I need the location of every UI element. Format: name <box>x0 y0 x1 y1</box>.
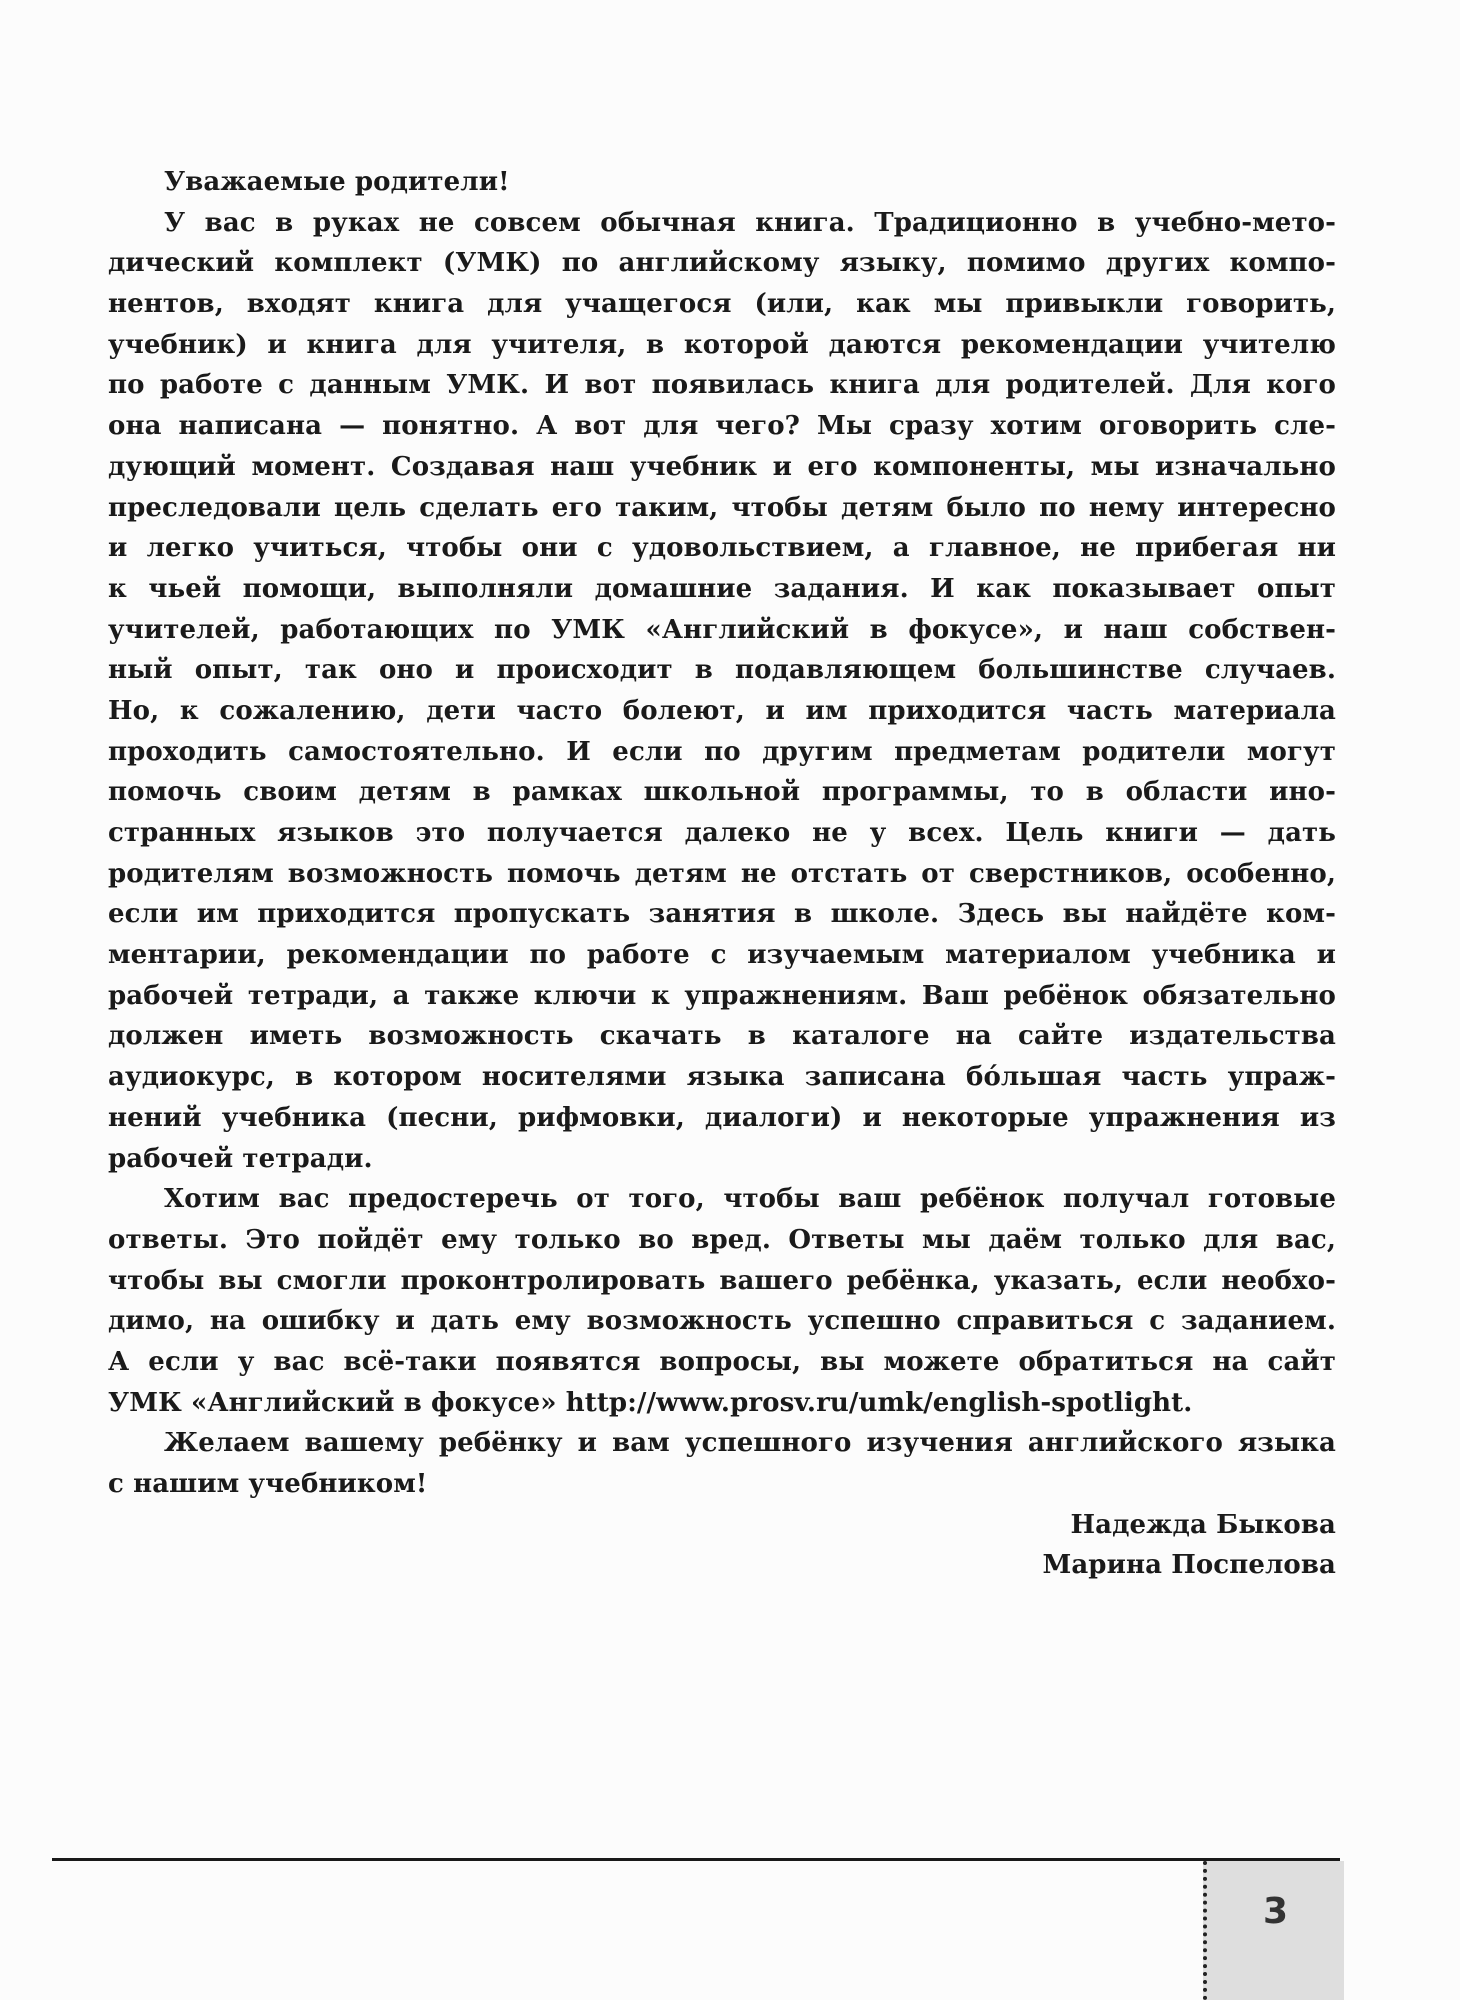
text-line: преследовали цель сделать его таким, чтобы детям было по нему интересно <box>108 492 1336 523</box>
author-name: Надежда Быкова <box>1070 1509 1336 1540</box>
author-name: Марина Поспелова <box>1042 1550 1336 1581</box>
text-line: рабочей тетради. <box>108 1143 373 1174</box>
text-line: она написана — понятно. А вот для чего? Мы сразу хотим оговорить сле- <box>108 411 1336 442</box>
text-line: помочь своим детям в рамках школьной программы, то в области ино- <box>108 777 1336 808</box>
text-line: учителей, работающих по УМК «Английский в фокусе», и наш собствен- <box>108 614 1336 645</box>
text-line: Хотим вас предостеречь от того, чтобы ваш ребёнок получал готовые <box>164 1184 1336 1215</box>
paragraph <box>108 203 1336 1180</box>
letter-body <box>108 162 1336 1586</box>
text-line: А если у вас всё-таки появятся вопросы, вы можете обратиться на сайт <box>108 1346 1336 1377</box>
text-line: У вас в руках не совсем обычная книга. Традиционно в учебно-мето- <box>164 207 1336 238</box>
paragraphs <box>108 203 1336 1505</box>
text-line: дующий момент. Создавая наш учебник и его компоненты, мы изначально <box>108 451 1336 482</box>
text-line: димо, на ошибку и дать ему возможность успешно справиться с заданием. <box>108 1306 1336 1337</box>
text-line: должен иметь возможность скачать в каталоге на сайте издательства <box>108 1021 1336 1052</box>
text-line: нений учебника (песни, рифмовки, диалоги) и некоторые упражнения из <box>108 1102 1336 1133</box>
text-line: ответы. Это пойдёт ему только во вред. Ответы мы даём только для вас, <box>108 1224 1336 1255</box>
signatures <box>108 1505 1336 1586</box>
text-line: УМК «Английский в фокусе» http://www.prosv.ru/umk/english-spotlight. <box>108 1387 1193 1418</box>
page-number: 3 <box>1262 1891 1289 1932</box>
text-line: ментарии, рекомендации по работе с изучаемым материалом учебника и <box>108 940 1336 971</box>
text-line: к чьей помощи, выполняли домашние задания. И как показывает опыт <box>108 573 1336 604</box>
text-line: по работе с данным УМК. И вот появилась книга для родителей. Для кого <box>108 370 1336 401</box>
text-line: проходить самостоятельно. И если по другим предметам родители могут <box>108 736 1336 767</box>
paragraph <box>108 1423 1336 1504</box>
text-line: и легко учиться, чтобы они с удовольствием, а главное, не прибегая ни <box>108 533 1336 564</box>
text-line: учебник) и книга для учителя, в которой даются рекомендации учителю <box>108 329 1336 360</box>
text-line: если им приходится пропускать занятия в школе. Здесь вы найдёте ком- <box>108 899 1336 930</box>
text-line: странных языков это получается далеко не у всех. Цель книги — дать <box>108 818 1336 848</box>
text-line: нентов, входят книга для учащегося (или, как мы привыкли говорить, <box>108 289 1336 320</box>
text-line: ный опыт, так оно и происходит в подавляющем большинстве случаев. <box>108 655 1336 686</box>
paragraph <box>108 1179 1336 1423</box>
text-line: Но, к сожалению, дети часто болеют, и им приходится часть материала <box>108 695 1336 726</box>
letter-greeting: Уважаемые родители! <box>164 167 510 197</box>
text-line: чтобы вы смогли проконтролировать вашего ребёнка, указать, если необхо- <box>108 1265 1336 1296</box>
page-number-tab <box>1203 1861 1344 2000</box>
text-line: дический комплект (УМК) по английскому языку, помимо других компо- <box>108 248 1336 279</box>
text-line: Желаем вашему ребёнку и вам успешного изучения английского языка <box>164 1428 1336 1459</box>
footer-rule <box>52 1858 1340 1861</box>
text-line: рабочей тетради, а также ключи к упражнениям. Ваш ребёнок обязательно <box>108 980 1336 1011</box>
text-line: с нашим учебником! <box>108 1469 428 1499</box>
text-line: аудиокурс, в котором носителями языка записана бóльшая часть упраж- <box>108 1062 1336 1093</box>
text-line: родителям возможность помочь детям не отстать от сверстников, особенно, <box>108 858 1336 889</box>
